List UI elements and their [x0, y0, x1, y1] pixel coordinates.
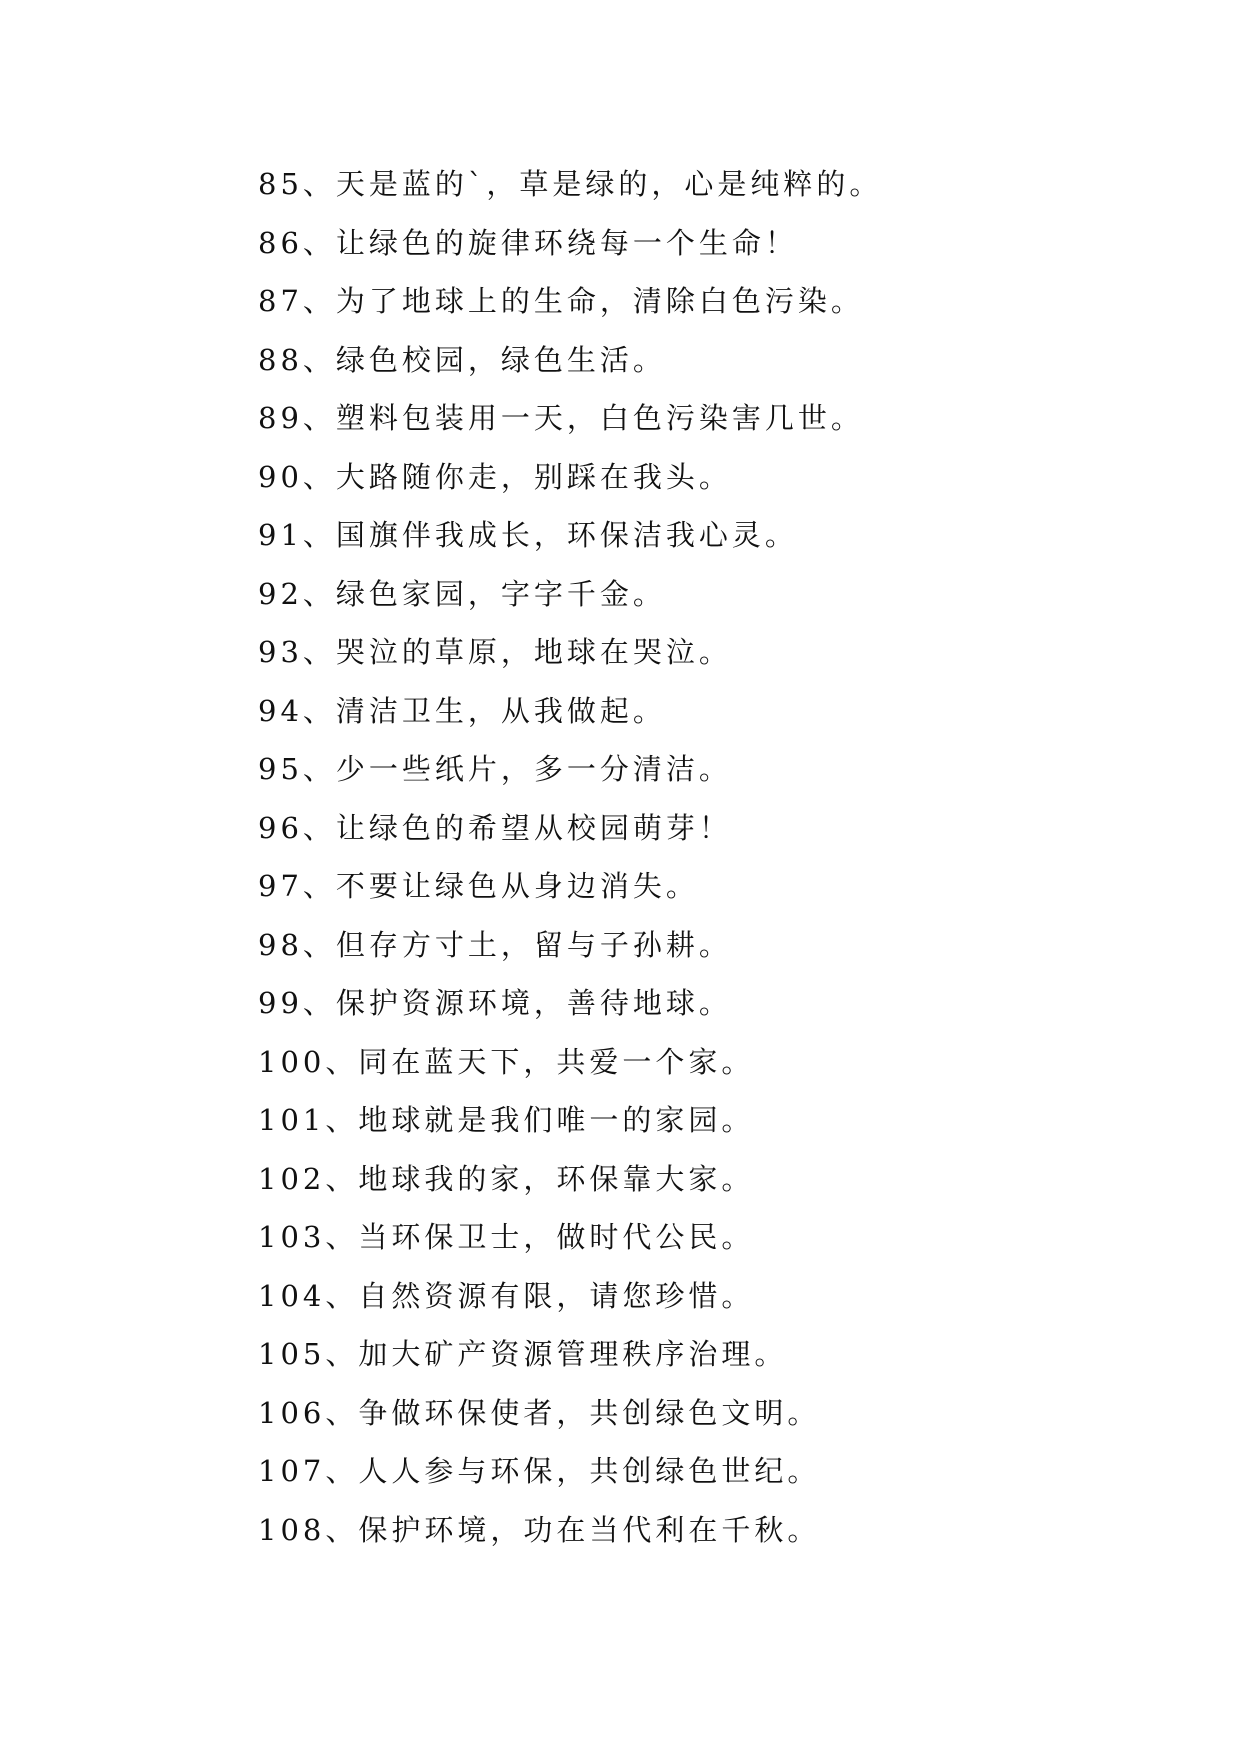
list-item: 93、哭泣的草原，地球在哭泣。	[258, 635, 732, 669]
list-item: 94、清洁卫生，从我做起。	[258, 693, 666, 728]
list-item: 106、争做环保使者，共创绿色文明。	[258, 1395, 821, 1430]
list-item: 103、当环保卫士，做时代公民。	[258, 1220, 755, 1254]
list-item: 88、绿色校园，绿色生活。	[258, 342, 666, 377]
list-item: 98、但存方寸土，留与子孙耕。	[258, 927, 732, 962]
list-item: 101、地球就是我们唯一的家园。	[258, 1103, 755, 1137]
list-item: 90、大路随你走，别踩在我头。	[258, 459, 732, 494]
slogan-list	[258, 155, 882, 1559]
list-item: 108、保护环境，功在当代利在千秋。	[258, 1512, 821, 1547]
list-item: 97、不要让绿色从身边消失。	[258, 869, 699, 903]
list-item: 100、同在蓝天下，共爱一个家。	[258, 1044, 755, 1079]
list-item: 85、天是蓝的`，草是绿的，心是纯粹的。	[258, 167, 883, 201]
list-item: 87、为了地球上的生命，清除白色污染。	[258, 284, 864, 318]
list-item: 99、保护资源环境，善待地球。	[258, 986, 732, 1020]
list-item: 102、地球我的家，环保靠大家。	[258, 1161, 755, 1196]
list-item: 105、加大矿产资源管理秩序治理。	[258, 1337, 788, 1371]
list-item: 92、绿色家园，字字千金。	[258, 576, 666, 611]
list-item: 89、塑料包装用一天，白色污染害几世。	[258, 401, 864, 435]
list-item: 107、人人参与环保，共创绿色世纪。	[258, 1454, 821, 1488]
list-item: 96、让绿色的希望从校园萌芽！	[258, 810, 732, 845]
list-item: 104、自然资源有限，请您珍惜。	[258, 1278, 755, 1313]
list-item: 95、少一些纸片，多一分清洁。	[258, 752, 732, 786]
list-item: 86、让绿色的旋律环绕每一个生命！	[258, 225, 798, 260]
list-item: 91、国旗伴我成长，环保洁我心灵。	[258, 518, 798, 552]
